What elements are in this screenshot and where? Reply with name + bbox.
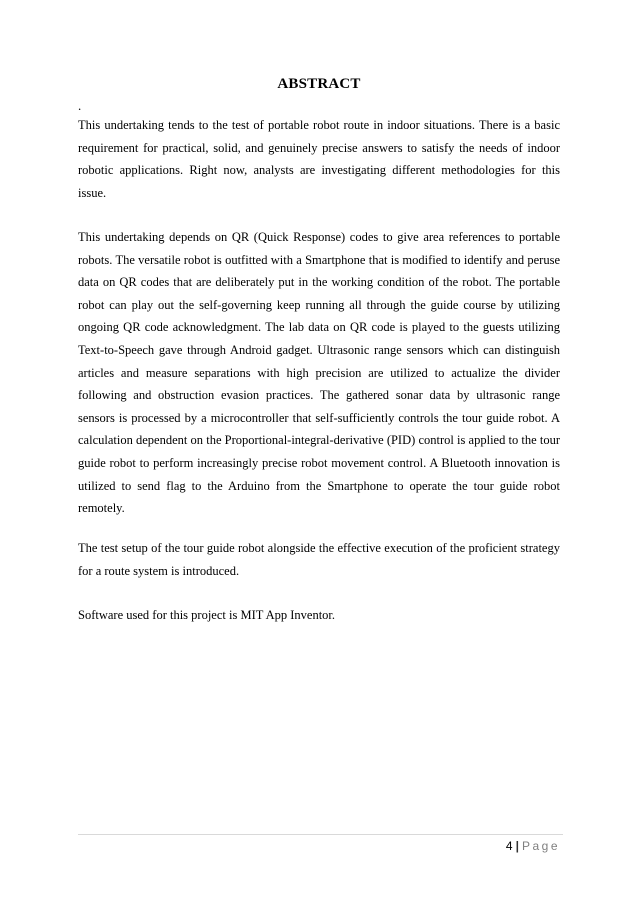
abstract-heading: ABSTRACT xyxy=(277,76,361,92)
paragraph-intro: This undertaking tends to the test of portable robot route in indoor situations. There is a basic requirement for practical, solid, and genuinely precise answers to satisfy the needs of indoor robotic applications. Right now, analysts are investigating different methodologies for this issue. xyxy=(78,118,560,200)
page-number: 4 xyxy=(505,839,513,853)
page-label: Page xyxy=(521,839,560,853)
paragraph-method: This undertaking depends on QR (Quick Response) codes to give area references to portable robots. The versatile robot is outfitted with a Smartphone that is modified to identify and peruse data on QR codes that are deliberately put in the working condition of the robot. The portable robot can play out the self-governing keep running all through the guide course by utilizing ongoing QR code acknowledgment. The lab data on QR code is played to the guests utilizing Text-to-Speech gave through Android gadget. Ultrasonic range sensors which can distinguish articles and measure separations with high precision are utilized to actualize the divider following and obstruction evasion practices. The gathered sonar data by ultrasonic range sensors is processed by a microcontroller that self-sufficiently controls the tour guide robot. A calculation dependent on the Proportional-integral-derivative (PID) control is applied to the tour guide robot to perform increasingly precise robot movement control. A Bluetooth innovation is utilized to send flag to the Arduino from the Smartphone to operate the tour guide robot remotely. xyxy=(78,230,560,516)
leading-mark: . xyxy=(78,98,82,113)
footer-divider xyxy=(78,834,563,835)
page-footer xyxy=(506,839,560,853)
footer-separator: | xyxy=(515,839,519,853)
paragraph-setup: The test setup of the tour guide robot alongside the effective execution of the proficient strategy for a route system is introduced. xyxy=(78,541,560,578)
paragraph-software: Software used for this project is MIT App Inventor. xyxy=(78,608,336,622)
